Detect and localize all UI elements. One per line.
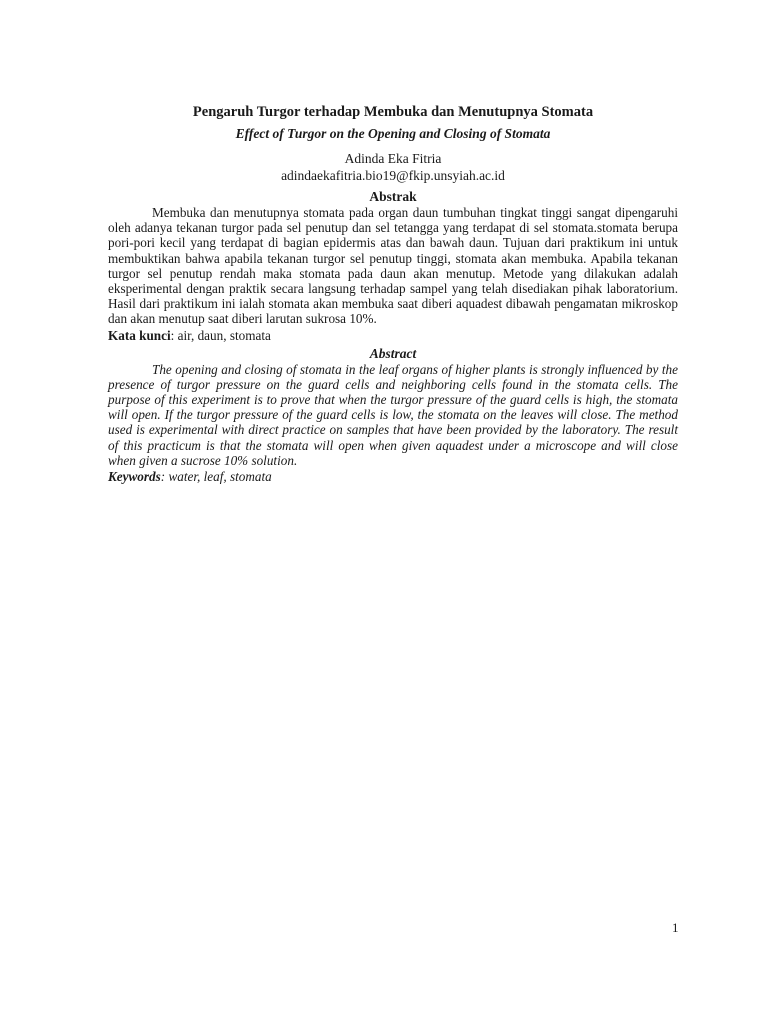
abstract-keywords-label: Keywords (108, 469, 161, 485)
page-number: 1 (672, 920, 679, 935)
abstrak-keywords (108, 328, 678, 344)
page-content (108, 102, 678, 485)
abstrak-text: Membuka dan menutupnya stomata pada organ daun tumbuhan tingkat tinggi sangat dipengaruhi oleh adanya tekanan turgor pada sel penutup dan sel tetangga yang terdapat di sel stomata.stomata berupa pori-pori kecil yang terdapat di bagian epidermis atas dan bawah daun. Tujuan dari praktikum ini untuk membuktikan bahwa apabila tekanan turgor sel penutup tinggi, stomata akan membuka. Apabila tekanan turgor sel penutup rendah maka stomata pada daun akan menutup. Metode yang dilakukan adalah eksperimental dengan praktik secara langsung terhadap sampel yang telah disediakan pihak laboratorium. Hasil dari praktikum ini ialah stomata akan membuka saat diberi aquadest dibawah pengamatan mikroskop dan akan menutup saat diberi larutan sukrosa 10%. (108, 205, 678, 327)
author-email: adindaekafitria.bio19@fkip.unsyiah.ac.id (281, 168, 505, 183)
abstrak-heading: Abstrak (369, 189, 417, 204)
author-name: Adinda Eka Fitria (344, 151, 442, 166)
abstract-text: The opening and closing of stomata in the leaf organs of higher plants is strongly influenced by the presence of turgor pressure on the guard cells and neighboring cells found in the stomata cells. The purpose of this experiment is to prove that when the turgor pressure of the guard cells is high, the stomata will open. If the turgor pressure of the guard cells is low, the stomata on the leaves will close. The method used is experimental with direct practice on samples that have been provided by the laboratory. The result of this practicum is that the stomata will open when given aquadest under a microscope and will close when given a sucrose 10% solution. (108, 361, 678, 468)
abstrak-keywords-values: : air, daun, stomata (170, 327, 271, 343)
abstract-keywords (108, 469, 678, 485)
abstract-heading: Abstract (369, 345, 417, 361)
paper-subtitle: Effect of Turgor on the Opening and Closing of Stomata (235, 126, 551, 141)
paper-title: Pengaruh Turgor terhadap Membuka dan Menutupnya Stomata (192, 104, 594, 120)
abstract-keywords-values: : water, leaf, stomata (160, 469, 272, 485)
abstrak-keywords-label: Kata kunci (108, 327, 171, 343)
